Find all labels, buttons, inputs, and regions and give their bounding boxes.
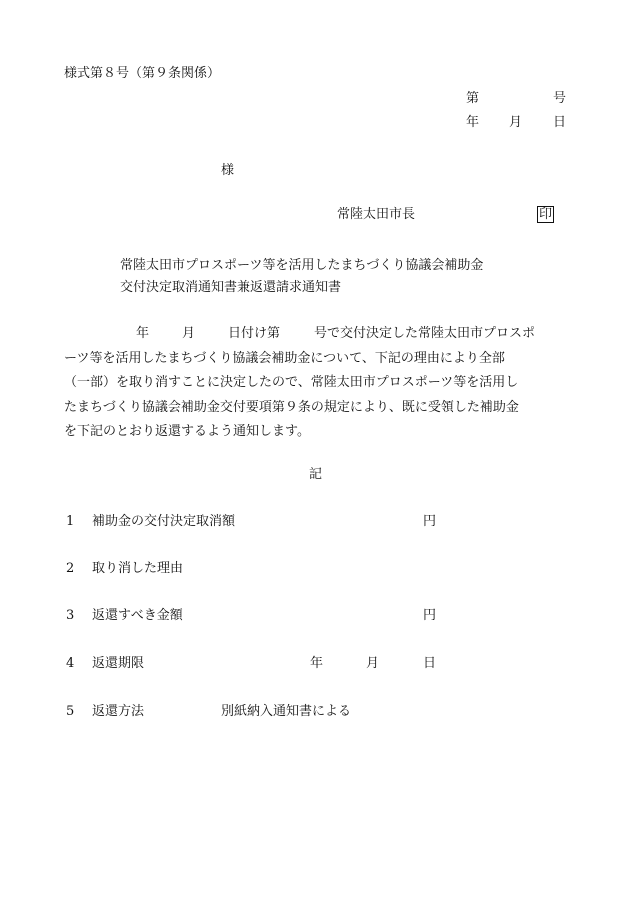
item-5-num: 5 (66, 704, 75, 719)
addressee-suffix: 様 (221, 163, 235, 178)
item-4-year: 年 (310, 656, 324, 671)
body-line-1 (64, 322, 576, 347)
title-line-1: 常陸太田市プロスポーツ等を活用したまちづくり協議会補助金 (120, 258, 484, 273)
body-year: 年 (136, 326, 150, 341)
body-line-3: （一部）を取り消すことに決定したので、常陸太田市プロスポーツ等を活用し (64, 375, 519, 390)
doc-date-year: 年 (466, 115, 480, 130)
doc-date-month: 月 (509, 115, 523, 130)
item-3-num: 3 (66, 608, 75, 623)
item-4-label: 返還期限 (92, 656, 145, 671)
title-line-2: 交付決定取消通知書兼返還請求通知書 (120, 280, 342, 295)
item-3-unit: 円 (423, 608, 437, 623)
item-4-num: 4 (66, 656, 75, 671)
body-month: 月 (182, 326, 196, 341)
item-2-label: 取り消した理由 (92, 561, 184, 576)
body-paragraph (64, 322, 576, 445)
item-1-num: 1 (66, 514, 75, 529)
body-day-dated: 日付け第 (228, 326, 281, 341)
item-2-num: 2 (66, 561, 75, 576)
item-4-month: 月 (366, 656, 380, 671)
item-3-label: 返還すべき金額 (92, 608, 183, 623)
item-5-label: 返還方法 (92, 704, 145, 719)
doc-date-day: 日 (553, 115, 567, 130)
item-1-label: 補助金の交付決定取消額 (92, 514, 236, 529)
body-line-4: たまちづくり協議会補助金交付要項第９条の規定により、既に受領した補助金 (64, 399, 519, 415)
doc-number-dai: 第 (466, 91, 480, 106)
body-line-2: ーツ等を活用したまちづくり協議会補助金について、下記の理由により全部 (64, 350, 505, 366)
issuer-name: 常陸太田市長 (337, 207, 416, 222)
form-number: 様式第８号（第９条関係） (64, 66, 221, 81)
item-1-unit: 円 (423, 514, 437, 529)
seal-mark: 印 (539, 207, 553, 222)
item-4-day: 日 (423, 656, 437, 671)
doc-number-go: 号 (553, 91, 567, 106)
body-line-5: を下記のとおり返還するよう通知します。 (64, 424, 310, 439)
item-5-value: 別紙納入通知書による (221, 704, 352, 719)
ki-heading: 記 (309, 467, 323, 482)
body-line-1-rest: 号で交付決定した常陸太田市プロスポ (314, 326, 536, 341)
